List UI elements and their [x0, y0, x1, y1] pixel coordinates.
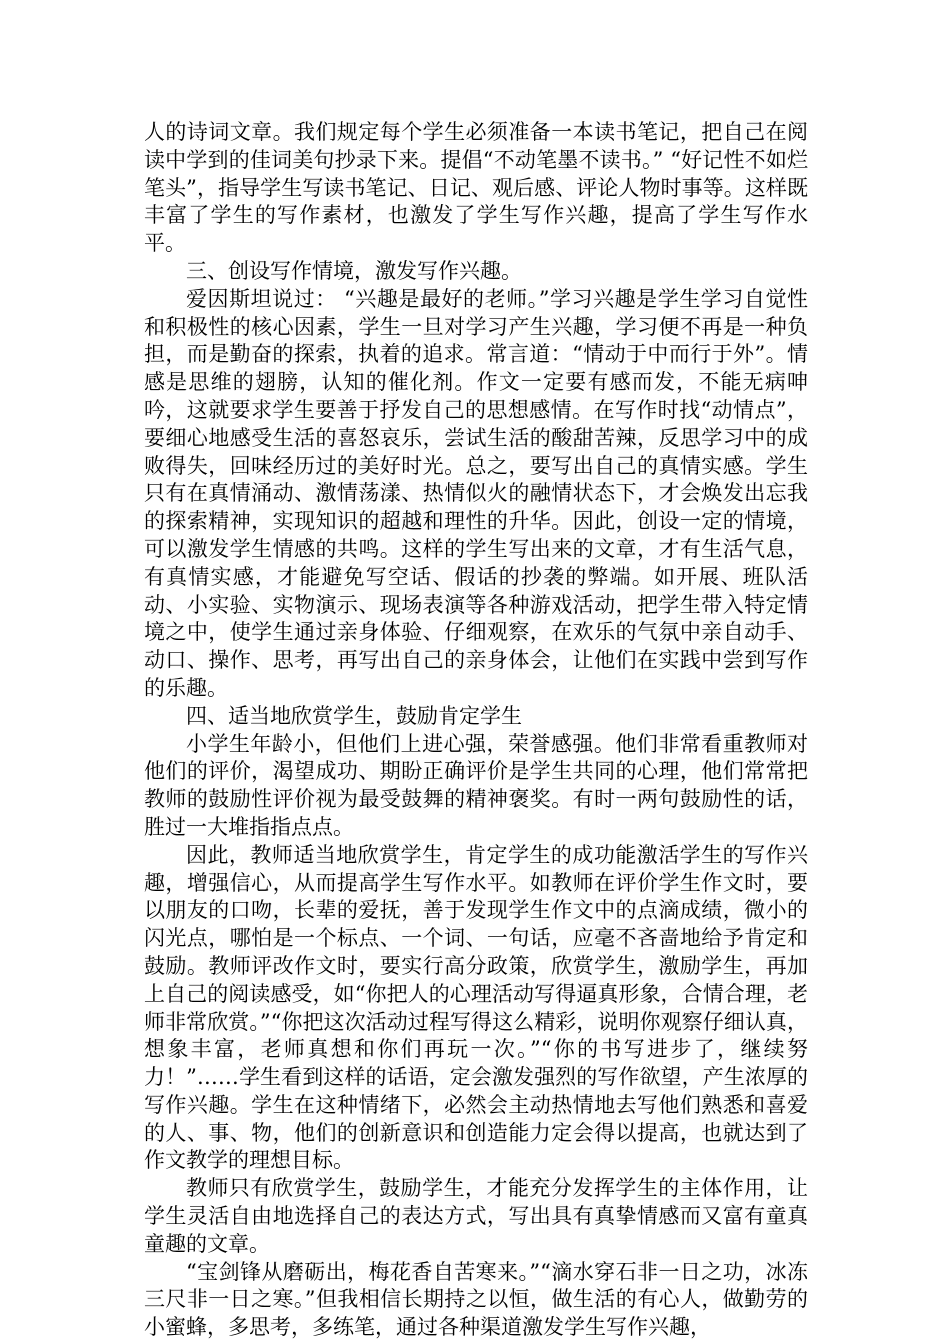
- paragraph: 小学生年龄小，但他们上进心强，荣誉感强。他们非常看重教师对他们的评价，渴望成功、期盼正确评价是学生共同的心理，他们常常把教师的鼓励性评价视为最受鼓舞的精神褒奖。有时一两句鼓励性的话，胜过一大堆指指点点。: [144, 731, 808, 839]
- paragraph-truncated: “宝剑锋从磨砺出，梅花香自苦寒来。”“滴水穿石非一日之功，冰冻三尺非一日之寒。”但我相信长期持之以恒，做生活的有心人，做勤劳的小蜜蜂，多思考，多练笔，通过各种渠道激发学生写作兴趣，: [144, 1259, 808, 1340]
- paragraph: 因此，教师适当地欣赏学生，肯定学生的成功能激活学生的写作兴趣，增强信心，从而提高学生写作水平。如教师在评价学生作文时，要以朋友的口吻，长辈的爱抚，善于发现学生作文中的点滴成绩，微小的闪光点，哪怕是一个标点、一个词、一句话，应毫不吝啬地给予肯定和鼓励。教师评改作文时，要实行高分政策，欣赏学生，激励学生，再加上自己的阅读感受，如“你把人的心理活动写得逼真形象，合情合理，老师非常欣赏。”“你把这次活动过程写得这么精彩，说明你观察仔细认真，想象丰富，老师真想和你们再玩一次。”“你的书写进步了，继续努力！”……学生看到这样的话语，定会激发强烈的写作欲望，产生浓厚的写作兴趣。学生在这种情绪下，必然会主动热情地去写他们熟悉和喜爱的人、事、物，他们的创新意识和创造能力定会得以提高，也就达到了作文教学的理想目标。: [144, 842, 808, 1173]
- paragraph-continued: 人的诗词文章。我们规定每个学生必须准备一本读书笔记，把自己在阅读中学到的佳词美句抄录下来。提倡“不动笔墨不读书。” “好记性不如烂笔头”，指导学生写读书笔记、日记、观后感、评论人物时事等。这样既丰富了学生的写作素材，也激发了学生写作兴趣，提高了学生写作水平。: [144, 120, 808, 256]
- document-body: [144, 119, 808, 1342]
- section-heading-4: 四、适当地欣赏学生，鼓励肯定学生: [186, 703, 522, 728]
- section-heading-3: 三、创设写作情境，激发写作兴趣。: [186, 258, 522, 283]
- paragraph: 教师只有欣赏学生，鼓励学生，才能充分发挥学生的主体作用，让学生灵活自由地选择自己的表达方式，写出具有真挚情感而又富有童真童趣的文章。: [144, 1176, 808, 1256]
- paragraph: 爱因斯坦说过： “兴趣是最好的老师。”学习兴趣是学生学习自觉性和积极性的核心因素，学生一旦对学习产生兴趣，学习便不再是一种负担，而是勤奋的探索，执着的追求。常言道：“情动于中而行于外”。情感是思维的翅膀，认知的催化剂。作文一定要有感而发，不能无病呻吟，这就要求学生要善于抒发自己的思想感情。在写作时找“动情点”，要细心地感受生活的喜怒哀乐，尝试生活的酸甜苦辣，反思学习中的成败得失，回味经历过的美好时光。总之，要写出自己的真情实感。学生只有在真情涌动、激情荡漾、热情似火的融情状态下，才会焕发出忘我的探索精神，实现知识的超越和理性的升华。因此，创设一定的情境，可以激发学生情感的共鸣。这样的学生写出来的文章，才有生活气息，有真情实感，才能避免写空话、假话的抄袭的弊端。如开展、班队活动、小实验、实物演示、现场表演等各种游戏活动，把学生带入特定情境之中，使学生通过亲身体验、仔细观察，在欢乐的气氛中亲自动手、动口、操作、思考，再写出自己的亲身体会，让他们在实践中尝到写作的乐趣。: [144, 286, 808, 700]
